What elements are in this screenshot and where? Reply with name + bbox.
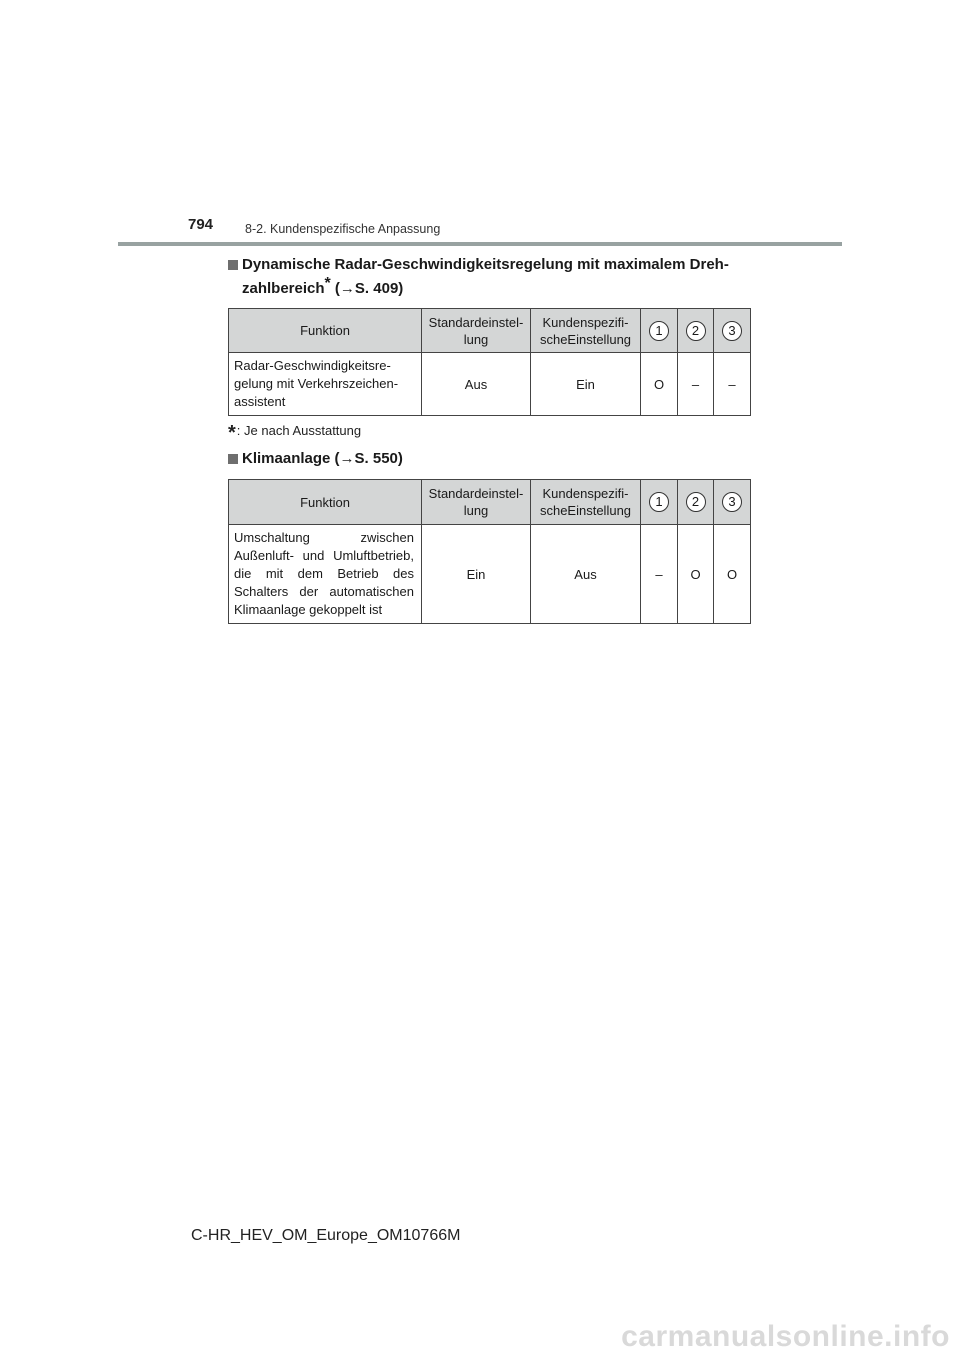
section1-heading-text <box>228 253 752 301</box>
cell-col-2: – <box>678 353 714 416</box>
cell-default: Ein <box>422 525 531 624</box>
circled-2-icon: 2 <box>686 492 706 512</box>
cell-custom: Aus <box>531 525 641 624</box>
cell-function: Radar-Geschwindigkeitsre- gelung mit Verkehrszeichen- assistent <box>229 353 422 416</box>
header-function: Funktion <box>229 309 422 353</box>
footnote-text: : Je nach Ausstattung <box>236 423 362 438</box>
table-header-row <box>229 309 751 353</box>
header-rule <box>118 242 842 246</box>
header-default: Standardeinstel- lung <box>422 480 531 525</box>
square-bullet-icon <box>228 260 238 270</box>
header-col-2 <box>678 480 714 525</box>
section1-heading <box>228 253 752 301</box>
circled-1-icon: 1 <box>649 321 669 341</box>
footnote-asterisk: * <box>228 422 236 444</box>
settings-table-2 <box>228 479 751 624</box>
document-footer: C-HR_HEV_OM_Europe_OM10766M <box>191 1227 461 1244</box>
header-col-1 <box>641 309 678 353</box>
watermark: carmanualsonline.info <box>621 1320 950 1353</box>
section1-title: Dynamische Radar-Geschwindigkeitsregelung mit maximalem Dreh- zahlbereich <box>242 256 729 297</box>
asterisk-mark: * <box>324 275 331 292</box>
circled-1-icon: 1 <box>649 492 669 512</box>
header-col-1 <box>641 480 678 525</box>
header-col-2 <box>678 309 714 353</box>
cell-function: Umschaltung zwischen Außenluft- und Umluftbetrieb, die mit dem Betrieb des Schalters der automatischen Klimaanlage gekoppelt ist <box>229 525 422 624</box>
header-function: Funktion <box>229 480 422 525</box>
header-custom: Kundenspezifi- scheEinstellung <box>531 309 641 353</box>
footnote <box>228 422 361 445</box>
header-custom: Kundenspezifi- scheEinstellung <box>531 480 641 525</box>
table-row <box>229 353 751 416</box>
cell-col-3: – <box>714 353 751 416</box>
header-col-3 <box>714 309 751 353</box>
circled-3-icon: 3 <box>722 321 742 341</box>
section2-heading-text: Klimaanlage (→S. 550) <box>242 450 403 467</box>
section1-page-ref: (→S. 409) <box>330 280 404 297</box>
square-bullet-icon <box>228 454 238 464</box>
circled-3-icon: 3 <box>722 492 742 512</box>
page-number: 794 <box>188 216 214 233</box>
table-header-row <box>229 480 751 525</box>
settings-table-1 <box>228 308 751 416</box>
section2-heading <box>228 447 752 471</box>
circled-2-icon: 2 <box>686 321 706 341</box>
cell-default: Aus <box>422 353 531 416</box>
section-header: 8-2. Kundenspezifische Anpassung <box>245 222 441 236</box>
cell-col-3: O <box>714 525 751 624</box>
header-default: Standardeinstel- lung <box>422 309 531 353</box>
cell-custom: Ein <box>531 353 641 416</box>
cell-col-1: – <box>641 525 678 624</box>
table-row <box>229 525 751 624</box>
cell-col-2: O <box>678 525 714 624</box>
header-col-3 <box>714 480 751 525</box>
cell-col-1: O <box>641 353 678 416</box>
